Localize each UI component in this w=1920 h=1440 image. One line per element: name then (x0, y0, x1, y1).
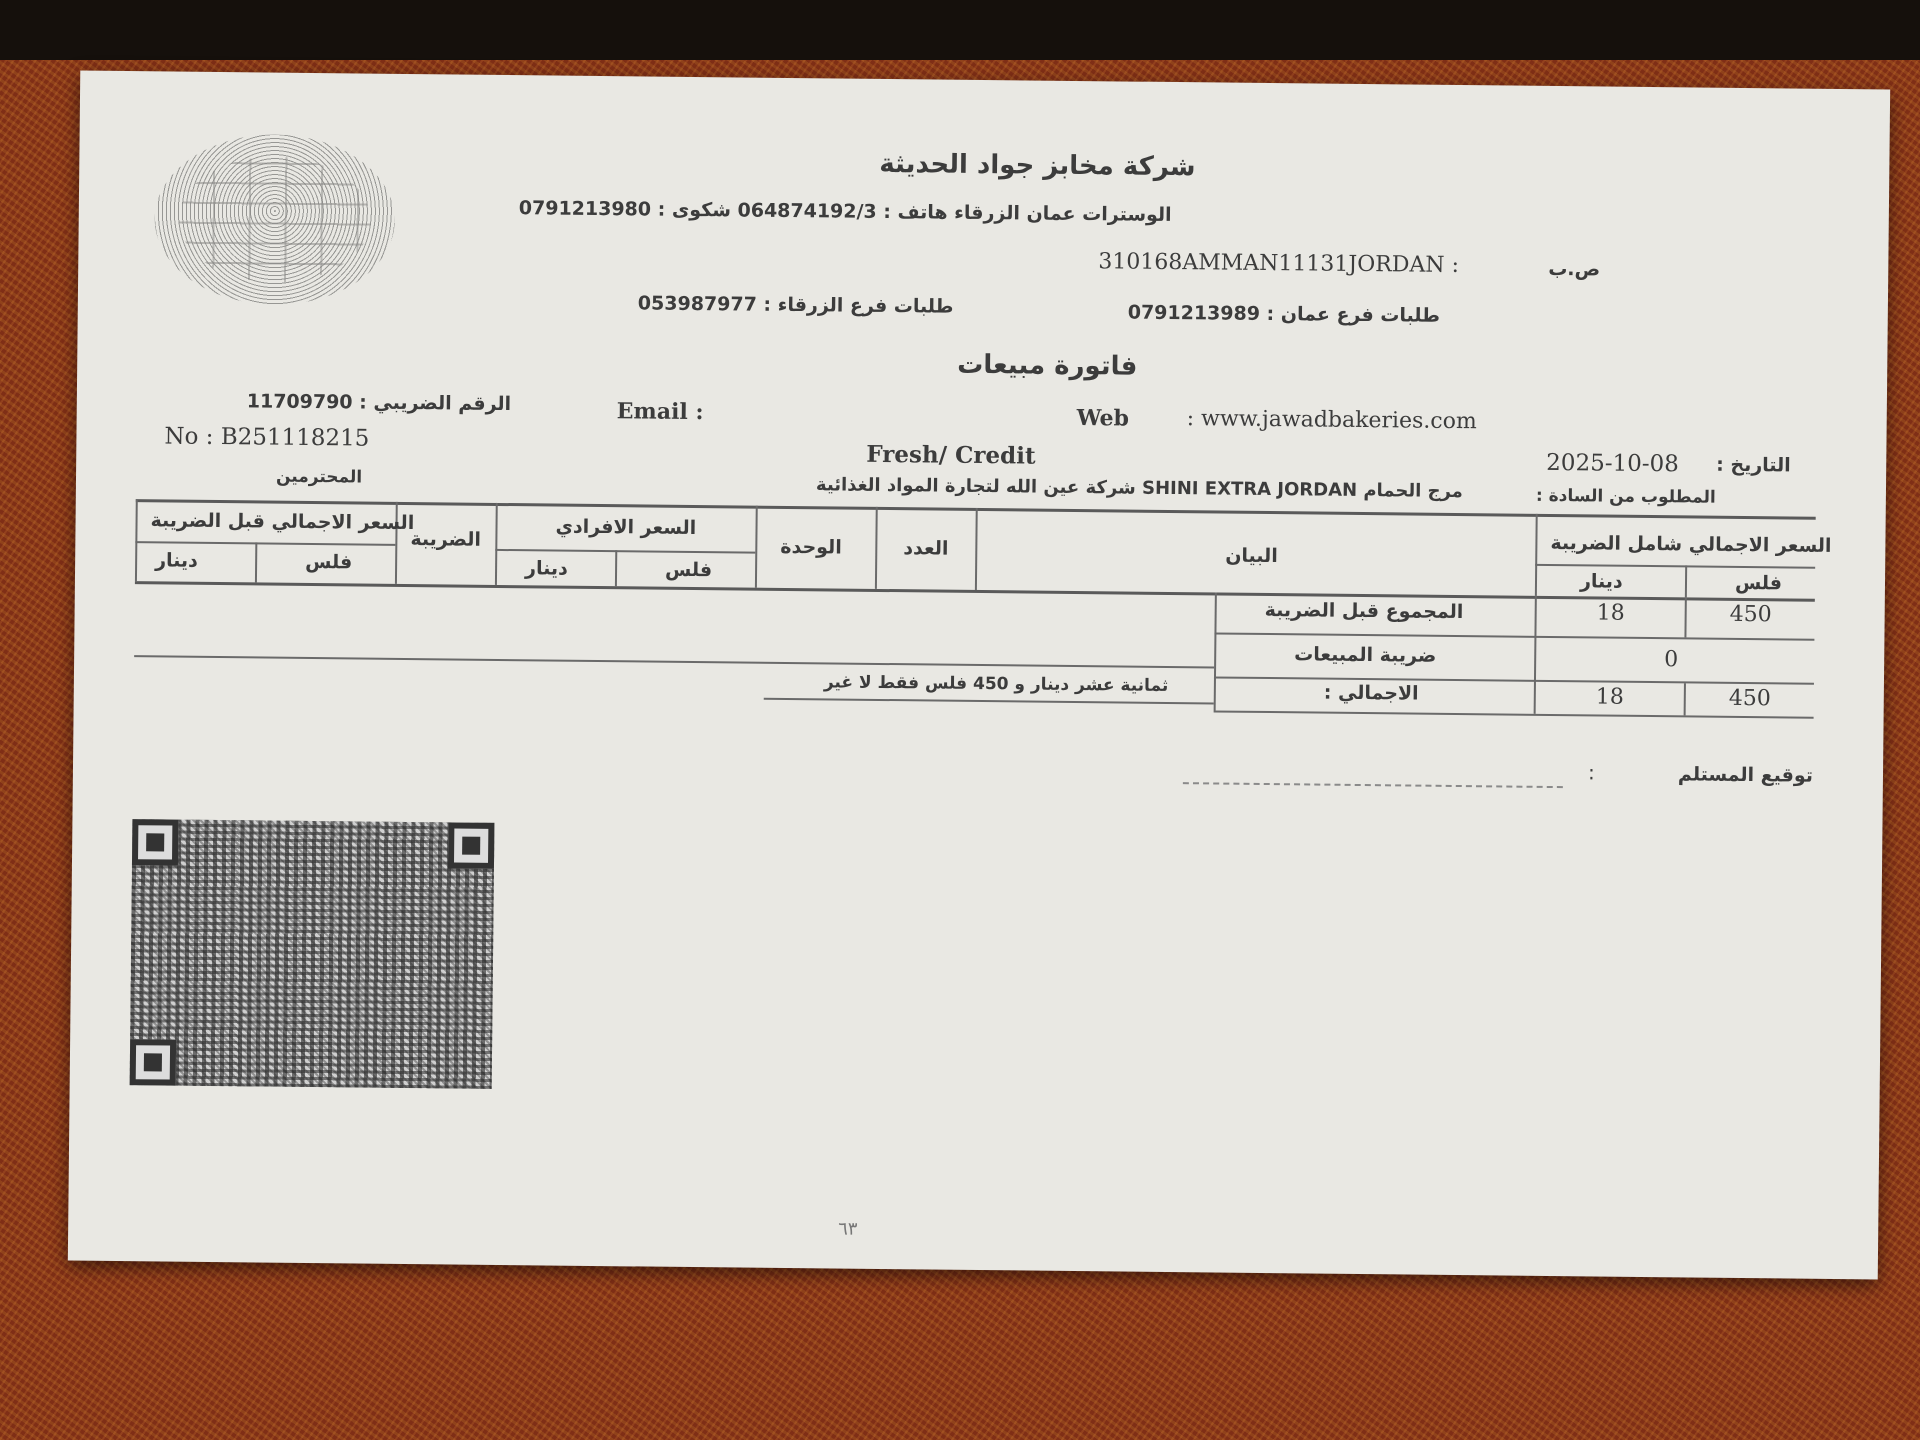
sales-tax-label: ضريبة المبيعات (1294, 643, 1437, 667)
sales-tax-value: 0 (1664, 647, 1679, 673)
receiver-signature-label: توقيع المستلم (1677, 763, 1814, 787)
web-value: : www.jawadbakeries.com (1186, 406, 1477, 435)
subtotal-label: المجموع قبل الضريبة (1264, 598, 1464, 624)
dark-background (0, 0, 1920, 60)
header-dinar-2: دينار (524, 557, 568, 580)
orders-amman: طلبات فرع عمان : 0791213989 (1127, 301, 1441, 327)
header-dinar-3: دينار (1579, 570, 1623, 593)
company-name: شركة مخابز جواد الحديثة (879, 148, 1196, 183)
header-dinar-1: دينار (155, 549, 198, 572)
invoice-type: Fresh/ Credit (866, 440, 1036, 470)
qr-code (130, 819, 495, 1089)
header-total-before-tax: السعر الاجمالي قبل الضريبة (150, 509, 415, 535)
header-unit: الوحدة (780, 535, 842, 559)
invoice-date: 2025-10-08 (1546, 449, 1679, 478)
email-label: Email : (616, 398, 704, 426)
invoice-title: فاتورة مبيعات (957, 349, 1138, 382)
signature-colon: : (1587, 760, 1595, 785)
header-tax: الضريبة (410, 528, 482, 551)
invoice-number: No : B251118215 (164, 423, 370, 452)
web-label: Web (1076, 405, 1130, 432)
header-total-incl-tax: السعر الاجمالي شامل الضريبة (1550, 531, 1832, 557)
header-unit-price: السعر الافرادي (555, 515, 697, 540)
header-description: البيان (1225, 544, 1278, 568)
company-address: الوسترات عمان الزرقاء هاتف : 064874192/3 شكوى : 0791213980 (518, 197, 1172, 226)
header-fils-2: فلس (664, 558, 713, 582)
header-fils-3: فلس (1734, 571, 1783, 595)
page-mark: ٦٣ (838, 1218, 858, 1240)
tax-number: الرقم الضريبي : 11709790 (246, 390, 512, 416)
po-box-label: ص.ب (1548, 257, 1601, 281)
company-logo (154, 133, 396, 306)
header-count: العدد (903, 537, 949, 560)
total-label: الاجمالي : (1323, 681, 1419, 705)
invoice-paper (68, 71, 1890, 1280)
subtotal-fils: 450 (1729, 601, 1772, 628)
total-fils: 450 (1728, 685, 1771, 712)
customer-label: المطلوب من السادة : (1535, 485, 1716, 508)
signature-line (1183, 782, 1563, 788)
total-dinar: 18 (1595, 684, 1624, 710)
date-label: التاريخ : (1716, 453, 1791, 477)
subtotal-dinar: 18 (1596, 600, 1625, 626)
customer-value: مرج الحمام SHINI EXTRA JORDAN شركة عين الله لتجارة المواد الغذائية (815, 474, 1464, 503)
orders-zarqa: طلبات فرع الزرقاء : 053987977 (637, 292, 954, 318)
amount-in-words: ثمانية عشر دينار و 450 فلس فقط لا غير (823, 672, 1169, 696)
header-fils-1: فلس (305, 550, 353, 574)
respected-label: المحترمين (275, 466, 363, 488)
po-box-value: 310168AMMAN11131JORDAN : (1098, 249, 1460, 279)
